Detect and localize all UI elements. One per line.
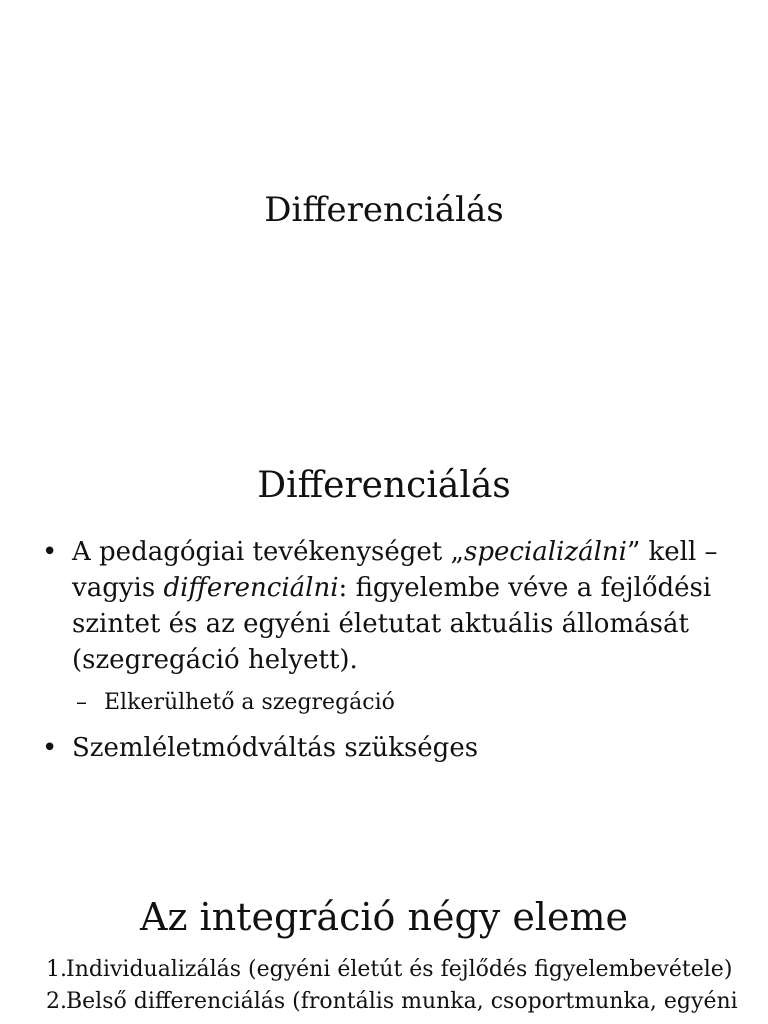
bullet-text-part2: ” kell – vagyis [72, 537, 718, 603]
slide3-title: Az integráció négy eleme [140, 895, 628, 939]
slide1-title: Differenciálás [264, 190, 504, 230]
numbered-item [46, 987, 766, 1017]
bullet-item-szemleletmodvaltas: • Szemléletmódváltás szükséges [40, 730, 740, 766]
item-text: Belső differenciálás (frontális munka, csoportmunka, egyéni [66, 989, 738, 1014]
bullet-item-specializalni [40, 534, 740, 678]
item-number: 1. [46, 957, 67, 982]
numbered-item [46, 955, 766, 985]
item-text: Individualizálás (egyéni életút és fejlődés figyelembevétele) [66, 957, 733, 982]
slide2-bullet-list [40, 534, 740, 766]
bullet-text-italic-differencialni: differenciálni [163, 573, 339, 603]
slide2-title: Differenciálás [257, 465, 511, 506]
bullet-text-part3: : figyelembe véve a fejlődési szintet és az egyéni életutat aktuális állomását (szegregáció helyett). [72, 573, 712, 675]
slide3-numbered-list [46, 955, 766, 1017]
item-number: 2. [46, 989, 67, 1014]
bullet-text-part1: A pedagógiai tevékenységet „ [72, 537, 464, 567]
bullet-text-italic-specializalni: specializálni [463, 537, 627, 567]
subbullet-item: – Elkerülhető a szegregáció [40, 688, 740, 718]
